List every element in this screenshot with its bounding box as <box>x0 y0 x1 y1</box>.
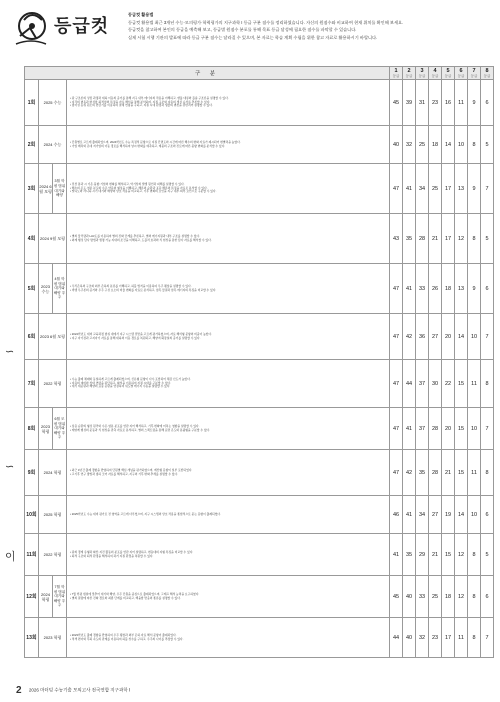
grade-cut: 47 <box>390 408 403 450</box>
description-line: • 최근 3년간 출제 경향을 반영하여 단원별 핵심 개념을 평가하였으며, 계산형 문항이 일부 포함되었다. <box>70 467 193 472</box>
grade-cut: 14 <box>455 496 468 534</box>
grade-cut: 42 <box>403 450 416 496</box>
row-description <box>67 214 390 264</box>
grade-cut: 35 <box>416 450 429 496</box>
grade-cut: 40 <box>403 576 416 618</box>
exam-name: 2025 학평 <box>39 496 67 534</box>
grade-cut: 32 <box>416 618 429 658</box>
description-line: • 2025학년도 수능 대비 평가로 전 영역을 고르게 다루었으며, 지구 시스템의 상호 작용을 종합적으로 묻는 문항이 출제되었다. <box>70 511 221 516</box>
grade-cut: 17 <box>442 164 455 214</box>
table-row <box>25 214 494 264</box>
grade-cut: 27 <box>429 314 442 360</box>
grade-cut: 19 <box>442 496 455 534</box>
exam-range: 4월 학평 범위 대기와 해양 우주 <box>53 264 67 314</box>
row-number: 8회 <box>25 408 39 450</box>
description-line: • 2023학년도 출제 경향을 반영하여 우주 팽창과 외부 은하 자료 해석 문항이 출제되었다. <box>70 632 177 637</box>
description-line: • 전선 통과 시 기온·풍향·기압의 변화를 해석하고, 악기상의 발생 원인과 피해를 설명할 수 있다. <box>70 181 185 186</box>
row-number: 5회 <box>25 264 39 314</box>
row-number: 7회 <box>25 360 39 408</box>
grade-cut: 41 <box>403 264 416 314</box>
exam-name: 2023 수능 <box>39 264 53 314</box>
description-line: • 지구 자기장과 고지자기 자료를 통해 대륙의 이동 경로를 복원하고, 해양저 확장설의 증거를 설명할 수 있다. <box>70 335 201 340</box>
grade-cut: 25 <box>429 164 442 214</box>
table-row <box>25 80 494 126</box>
row-description <box>67 360 390 408</box>
row-description <box>67 314 390 360</box>
intro-line: 실제 시험 시행 기관의 발표에 따라 등급 구분 점수는 달라질 수 있으며, 본 자료는 학습 계획 수립을 위한 참고 자료로 활용하시기 바랍니다. <box>128 34 378 40</box>
exam-name: 2022 학평 <box>39 534 67 576</box>
header-grade: 4 등급 <box>429 67 442 80</box>
grade-cut: 43 <box>390 214 403 264</box>
grade-cut: 34 <box>416 496 429 534</box>
logo-icon <box>12 8 50 48</box>
grade-cut: 15 <box>455 408 468 450</box>
grade-cut: 13 <box>455 164 468 214</box>
grade-cut: 14 <box>455 314 468 360</box>
description-line: • 별의 질량에 따른 진화 경로와 최종 단계를 비교하고, 핵융합 반응의 종류를 설명할 수 있다. <box>70 595 181 600</box>
description-line: • 심층 순환의 형성 원리와 수온·염분 분포를 연관 지어 해석하고, 기후 변화에 미치는 영향을 설명할 수 있다. <box>70 423 200 428</box>
description-line: • 판 구조론의 성립 과정과 대륙 이동의 증거를 통해 지구 내부 에너지의 작용을 이해하고, 맨틀 대류와 플룸 구조론을 설명할 수 있다. <box>70 95 229 100</box>
grade-cut: 14 <box>442 126 455 164</box>
header-grade: 6 등급 <box>455 67 468 80</box>
table-row <box>25 164 494 214</box>
grade-cut: 5 <box>481 126 494 164</box>
exam-name: 2024 학평 <box>39 576 53 618</box>
description-line: • 엘니뇨와 라니냐 시기 대기와 해양의 상호 작용을 비교하고, 기후 변화의 요인을 지구 내부·외부 요인으로 구분할 수 있다. <box>70 189 217 194</box>
table-row <box>25 618 494 658</box>
intro-line <box>128 11 493 19</box>
grade-cut: 8 <box>468 126 481 164</box>
description-line: • 지층의 대비와 상대 연령을 판단하고, 화석을 이용하여 지질 시대를 구분할 수 있다. <box>70 380 172 385</box>
description-line: • 별의 물리량과 H-R도를 이용하여 별의 진화 단계를 추론하고, 별의 에너지원과 내부 구조를 설명할 수 있다. <box>70 233 200 238</box>
grade-cut: 23 <box>429 80 442 126</box>
exam-range: 3월 학평 범위 대기와 해양 <box>53 164 67 214</box>
header-gubun: 구 분 <box>25 67 390 80</box>
grade-cut: 36 <box>416 314 429 360</box>
row-description <box>67 576 390 618</box>
description-line: • 태양계 행성의 운동과 식 현상을 관측 자료로 분석하고, 별의 스펙트럼을 통해 표면 온도와 분광형을 구분할 수 있다. <box>70 427 211 432</box>
grade-cut: 46 <box>390 496 403 534</box>
grade-cut: 5 <box>481 214 494 264</box>
header-grade: 7 등급 <box>468 67 481 80</box>
grade-cut: 18 <box>442 264 455 314</box>
grade-cut: 25 <box>416 126 429 164</box>
grade-cut: 20 <box>442 408 455 450</box>
grade-cut: 15 <box>455 360 468 408</box>
grade-cut: 6 <box>481 576 494 618</box>
table-body <box>25 80 494 658</box>
table-row <box>25 126 494 164</box>
description-line: • 7월 학평 범위에 맞추어 대기와 해양, 우주 단원을 중심으로 출제되었으며, 그래프 해석 능력을 요구하였다. <box>70 591 200 596</box>
grade-cut: 18 <box>442 576 455 618</box>
table-row <box>25 408 494 450</box>
row-number: 6회 <box>25 314 39 360</box>
grade-cut: 9 <box>468 264 481 314</box>
grade-cut: 8 <box>468 618 481 658</box>
description-line: • 고기후 연구 방법과 빙하 코어 자료를 해석하고, 지구의 기후 변화 추세를 설명할 수 있다. <box>70 471 178 476</box>
grade-cut: 6 <box>481 80 494 126</box>
grade-cut: 29 <box>416 534 429 576</box>
row-number: 12회 <box>25 576 39 618</box>
grade-cut: 12 <box>455 576 468 618</box>
grade-cut-table <box>24 66 494 658</box>
grade-cut: 32 <box>403 126 416 164</box>
grade-cut: 15 <box>442 534 455 576</box>
grade-cut: 45 <box>390 80 403 126</box>
grade-cut: 8 <box>468 534 481 576</box>
grade-cut: 28 <box>429 408 442 450</box>
intro-lead: 등급컷 활용법 <box>128 12 154 17</box>
grade-cut: 13 <box>455 264 468 314</box>
exam-range: 6월 모평 범위 대기와 해양 우주 <box>53 408 67 450</box>
grade-cut: 7 <box>481 164 494 214</box>
row-description <box>67 408 390 450</box>
grade-cut: 15 <box>455 450 468 496</box>
exam-name: 2024 수능 <box>39 126 67 164</box>
description-line: • 빅뱅 우주론의 증거와 우주 구성 요소의 비율 변화를 자료로 분석하고, 암흑 물질과 암흑 에너지의 특징을 비교할 수 있다. <box>70 287 217 292</box>
grade-cut: 21 <box>442 450 455 496</box>
grade-cut: 47 <box>390 314 403 360</box>
header-grade: 3 등급 <box>416 67 429 80</box>
grade-cut: 47 <box>390 450 403 496</box>
grade-cut: 37 <box>416 360 429 408</box>
intro-line: 등급컷을 참고하여 본인의 등급을 예측해 보고, 등급별 원점수 분포를 통해 목표 등급 달성에 필요한 점수를 파악할 수 있습니다. <box>128 27 357 32</box>
table-row <box>25 264 494 314</box>
grade-cut: 17 <box>442 214 455 264</box>
grade-cut: 25 <box>429 576 442 618</box>
table-row <box>25 496 494 534</box>
grade-cut: 40 <box>403 618 416 658</box>
grade-cut: 6 <box>481 496 494 534</box>
grade-cut: 33 <box>416 576 429 618</box>
row-description <box>67 126 390 164</box>
grade-cut: 6 <box>481 264 494 314</box>
row-description <box>67 450 390 496</box>
exam-range: 7월 학평 범위 대기와 해양 우주 <box>53 576 67 618</box>
grade-cut: 35 <box>403 534 416 576</box>
description-line: • 해수의 온도·염분 분포와 수온 약층의 형성을 이해하고, 해류의 순환과 표층 해류의 특징을 자료로 분석할 수 있다. <box>70 185 208 190</box>
row-description <box>67 80 390 126</box>
grade-cut: 21 <box>429 534 442 576</box>
page-number: 2 <box>16 685 22 696</box>
grade-cut: 23 <box>429 618 442 658</box>
row-number: 3회 <box>25 164 39 214</box>
row-number: 2회 <box>25 126 39 164</box>
grade-cut: 33 <box>416 264 429 314</box>
grade-cut: 5 <box>481 534 494 576</box>
row-description <box>67 618 390 658</box>
row-number: 4회 <box>25 214 39 264</box>
grade-cut: 12 <box>455 214 468 264</box>
description-line: • 판의 경계 유형과 화산·지진 활동의 분포를 연관 지어 설명하고, 변동대의 지형 특징을 비교할 수 있다. <box>70 549 194 554</box>
exam-name: 2023 6월 모평 <box>39 314 67 360</box>
exam-name: 2024 6월 모평 <box>39 164 53 214</box>
grade-cut: 11 <box>455 80 468 126</box>
intro-line: 등급컷 활용법 최근 3개년 수능·모의평가·학력평가의 지구과학 Ⅰ 등급 구분 점수를 정리하였습니다. 자신의 원점수와 비교하여 현재 위치를 확인해 보세요. <box>128 19 404 25</box>
exam-name: 2023 학평 <box>39 408 53 450</box>
grade-cut: 10 <box>468 314 481 360</box>
exam-name: 2024 학평 <box>39 450 67 496</box>
grade-cut: 21 <box>429 214 442 264</box>
grade-cut: 11 <box>468 360 481 408</box>
side-mark: ∽ <box>5 461 15 473</box>
row-number: 10회 <box>25 496 39 534</box>
table-row <box>25 314 494 360</box>
side-mark: 이 <box>5 551 16 563</box>
row-number: 9회 <box>25 450 39 496</box>
grade-cut: 34 <box>416 164 429 214</box>
grade-cut: 10 <box>468 408 481 450</box>
grade-cut: 17 <box>442 618 455 658</box>
grade-cut: 41 <box>390 534 403 576</box>
grade-cut: 28 <box>416 214 429 264</box>
grade-cut: 44 <box>403 360 416 408</box>
description-line: • 방사성 동위 원소의 반감기를 이용하여 절대 연령을 구하고, 지질 시대 환경과 생물의 변천을 관련지어 설명할 수 있다. <box>70 103 213 108</box>
description-line: • 단원별로 고르게 출제되었으며, 2024학년도 수능 특징적 문항으로 지질 단면도와 시간에 따른 해수의 변화 자료가 제시되어 변별력을 높였다. <box>70 139 241 144</box>
description-line: • 기압 배치와 온대 저기압의 이동 경로를 해석하여 날씨 변화를 예측하고, 태풍의 구조와 진로에 따른 풍향 변화를 분석할 수 있다. <box>70 143 226 148</box>
grade-cut: 47 <box>390 264 403 314</box>
description-line: • 적색 편이와 후퇴 속도의 관계를 이용하여 허블 상수를 구하고, 우주의 나이를 추정할 수 있다. <box>70 636 184 641</box>
grade-cut: 41 <box>403 164 416 214</box>
table-row <box>25 360 494 408</box>
description-line: • 우리은하의 구조와 외부 은하의 분류를 이해하고, 허블 법칙을 이용하여 우주 팽창을 설명할 수 있다. <box>70 283 192 288</box>
header-grade: 8 등급 <box>481 67 494 80</box>
grade-cut: 27 <box>429 496 442 534</box>
grade-cut: 26 <box>429 264 442 314</box>
row-number: 1회 <box>25 80 39 126</box>
row-number: 13회 <box>25 618 39 658</box>
table-header-row <box>25 67 494 80</box>
grade-cut: 41 <box>403 408 416 450</box>
description-line: • 2024학년도 대비 교육과정 범위 내에서 지구 시스템 전반을 고르게 평가하였으며, 자료 해석형 문항의 비중이 높았다. <box>70 331 212 336</box>
grade-cut: 30 <box>429 360 442 408</box>
grade-cut: 39 <box>403 80 416 126</box>
grade-cut: 7 <box>481 408 494 450</box>
row-description <box>67 496 390 534</box>
grade-cut: 8 <box>481 360 494 408</box>
grade-cut: 7 <box>481 618 494 658</box>
grade-cut: 37 <box>416 408 429 450</box>
header-grade: 5 등급 <box>442 67 455 80</box>
row-number: 11회 <box>25 534 39 576</box>
header-grade: 1 등급 <box>390 67 403 80</box>
grade-cut: 18 <box>429 126 442 164</box>
grade-cut: 31 <box>416 80 429 126</box>
grade-cut: 8 <box>481 450 494 496</box>
header-grade: 2 등급 <box>403 67 416 80</box>
description-line: • 대기 대순환과 해양의 표층 순환을 연결하여 위도별 에너지 수송을 설명할 수 있다. <box>70 384 171 389</box>
exam-name: 2023 학평 <box>39 618 67 658</box>
grade-cut: 8 <box>468 576 481 618</box>
table-row <box>25 534 494 576</box>
grade-cut: 47 <box>390 360 403 408</box>
row-description <box>67 164 390 214</box>
grade-cut: 42 <box>403 314 416 360</box>
side-mark: ∽ <box>5 346 15 358</box>
grade-cut: 10 <box>468 496 481 534</box>
table-row <box>25 576 494 618</box>
grade-cut: 47 <box>390 164 403 214</box>
table-row <box>25 450 494 496</box>
grade-cut: 9 <box>468 164 481 214</box>
footer <box>16 685 130 696</box>
grade-cut: 20 <box>442 314 455 360</box>
grade-cut: 9 <box>468 80 481 126</box>
description-line: • 외계 행성 탐사 방법과 생명 가능 지대의 조건을 이해하고, 도플러 효과와 식 현상을 통한 탐사 자료를 해석할 수 있다. <box>70 237 212 242</box>
grade-cut: 10 <box>455 126 468 164</box>
intro-text <box>128 11 493 41</box>
grade-cut: 40 <box>390 126 403 164</box>
grade-cut: 12 <box>455 534 468 576</box>
grade-cut: 16 <box>442 80 455 126</box>
footer-text: 2026 마더텅 수능기출 모의고사 전국연합 지구과학 Ⅰ <box>28 687 131 693</box>
grade-cut: 28 <box>429 450 442 496</box>
grade-cut: 44 <box>390 618 403 658</box>
row-description <box>67 534 390 576</box>
page-title: 등급컷 <box>54 16 110 36</box>
exam-name: 2025 수능 <box>39 80 67 126</box>
grade-cut: 35 <box>403 214 416 264</box>
grade-cut: 22 <box>442 360 455 408</box>
grade-cut: 45 <box>390 576 403 618</box>
row-description <box>67 264 390 314</box>
grade-cut: 11 <box>455 618 468 658</box>
description-line: • 퇴적 구조와 퇴적 환경을 해석하여 과거 지질 환경을 복원할 수 있다. <box>70 553 154 558</box>
description-line: • 지각의 변동과 변성암·퇴적암의 특징을 자료 해석을 통해 분석하며, 지질 구조와 지층의 생성 순서를 추론할 수 있다. <box>70 99 211 104</box>
grade-cut: 41 <box>403 496 416 534</box>
grade-cut: 7 <box>481 314 494 360</box>
exam-name: 2022 학평 <box>39 360 67 408</box>
grade-cut: 11 <box>468 450 481 496</box>
grade-cut: 8 <box>468 214 481 264</box>
exam-name: 2024 9월 모평 <box>39 214 67 264</box>
description-line: • 수능 출제 체제와 동일하게 고르게 출제되었으며, 신유형 문항이 다수 포함되어 체감 난도가 높았다. <box>70 376 191 381</box>
